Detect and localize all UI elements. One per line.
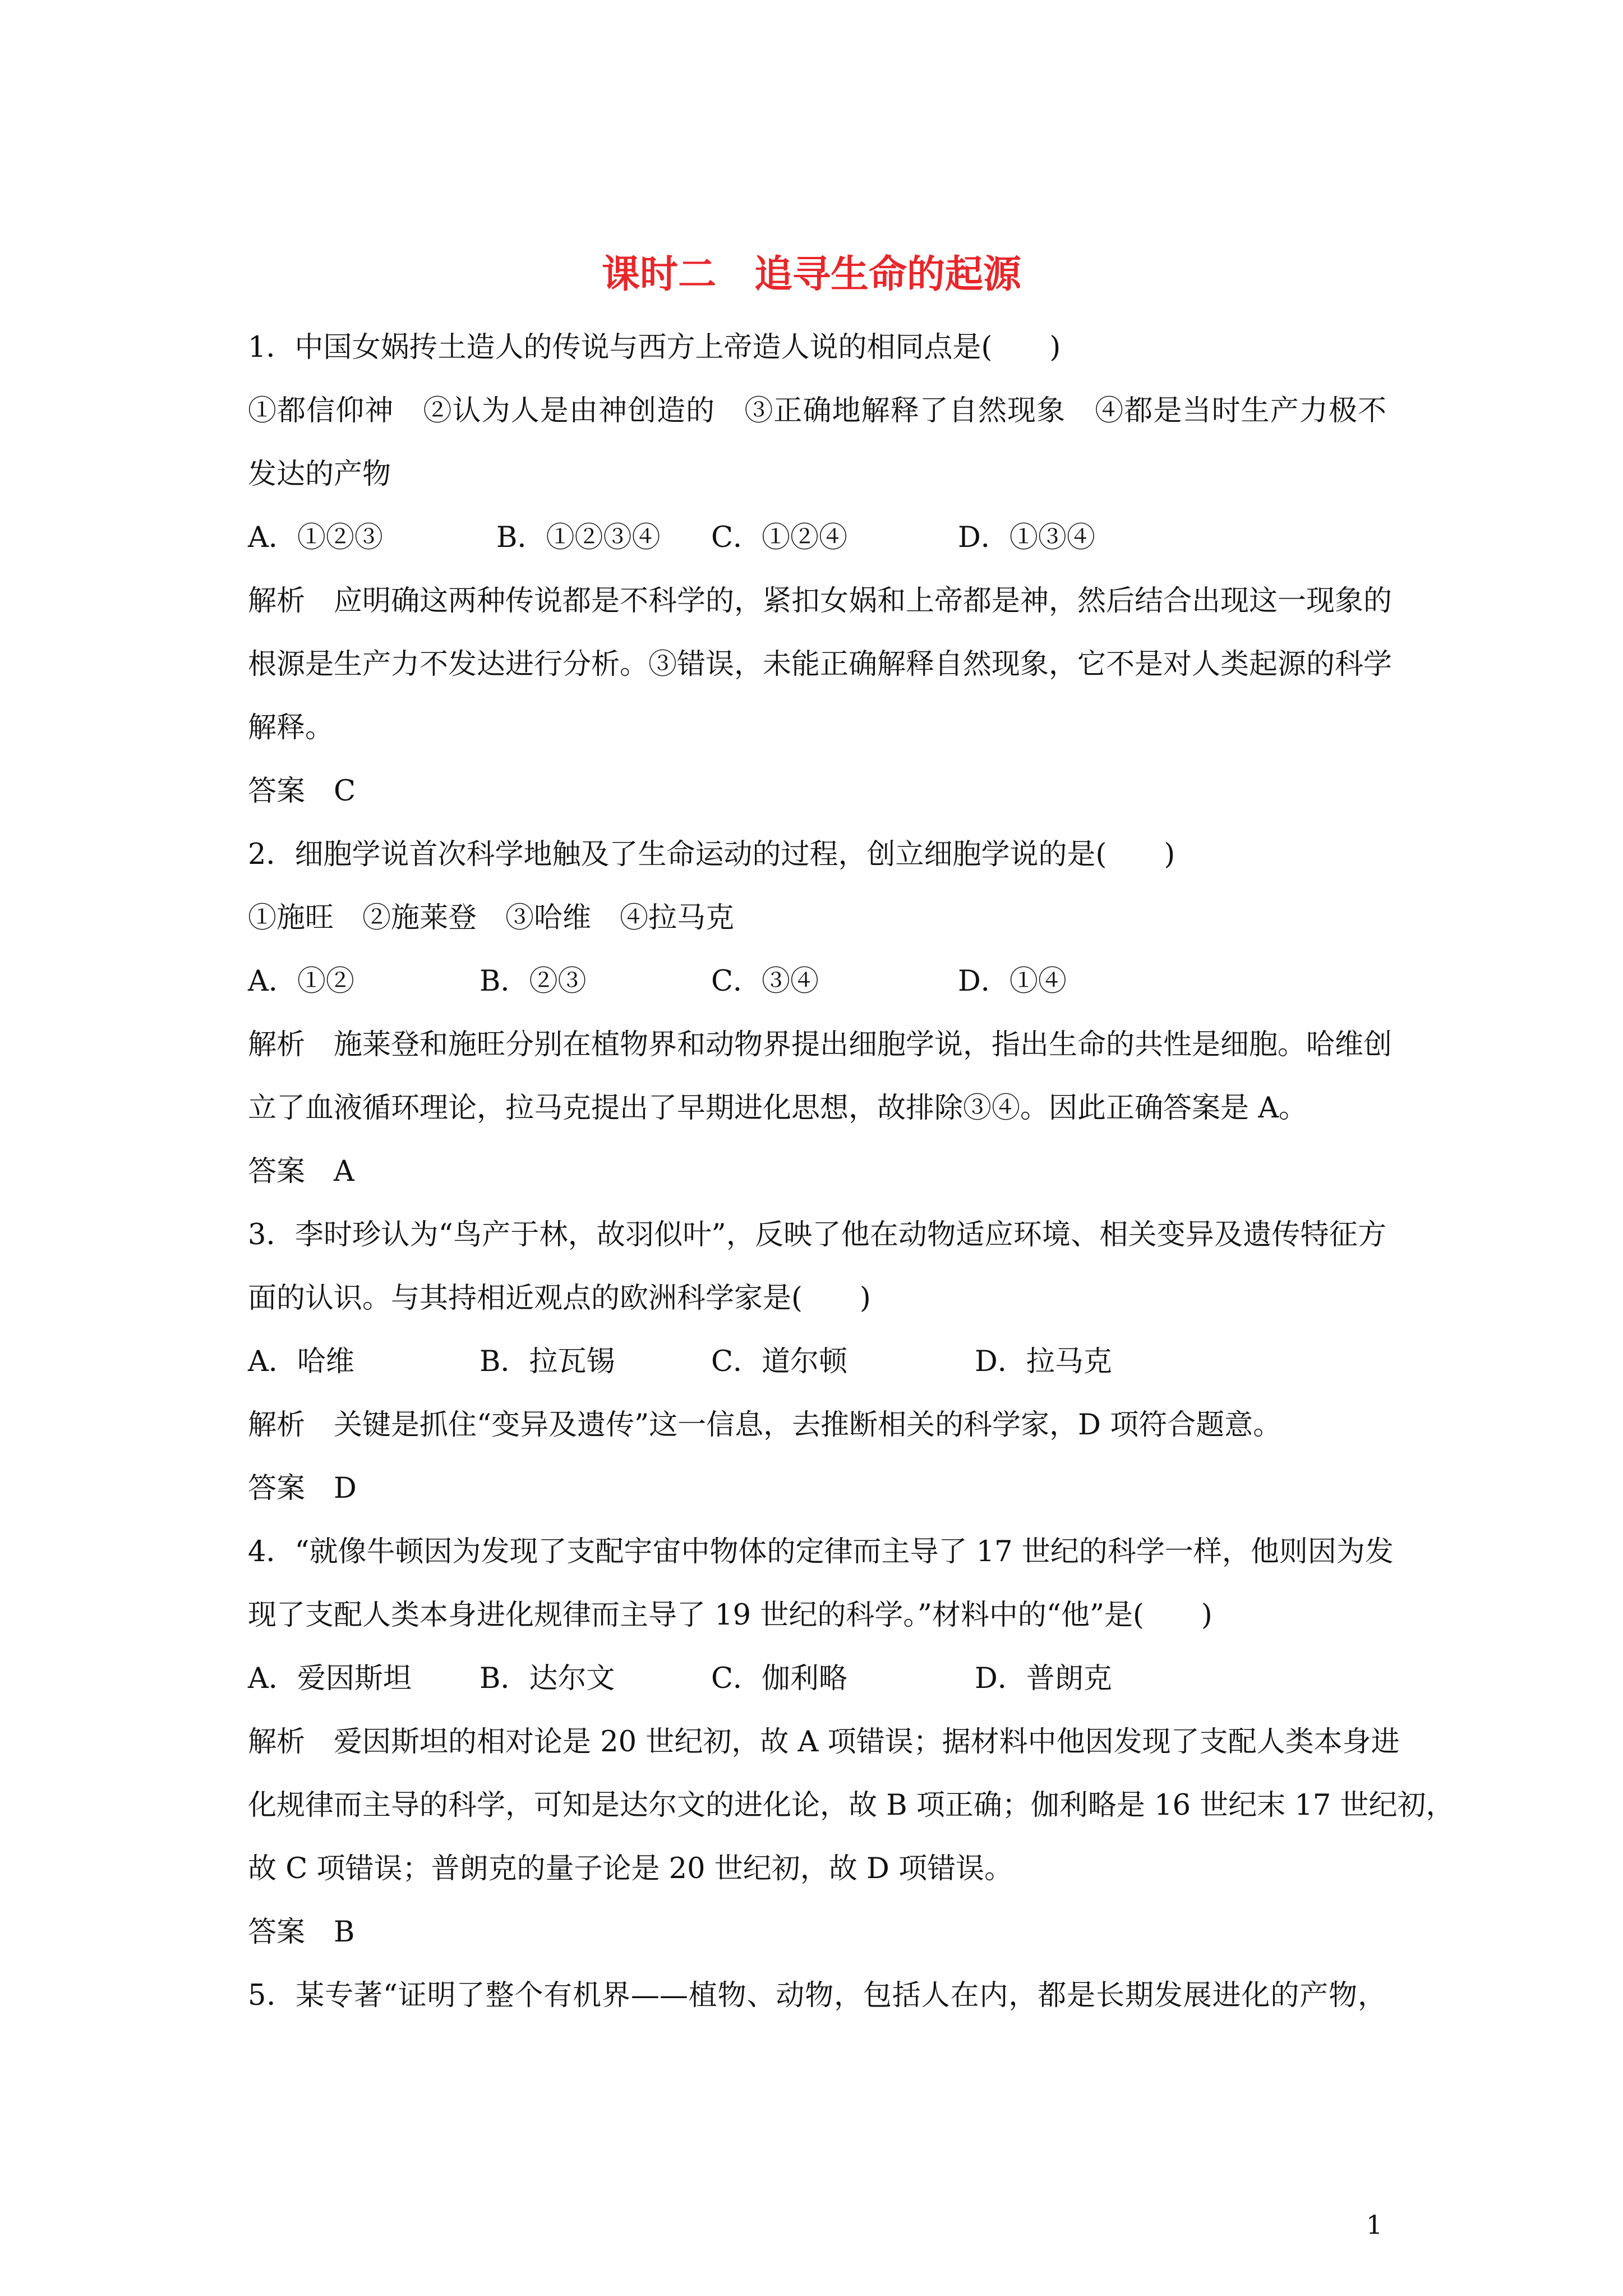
q3-option-b: B．拉瓦锡: [479, 1345, 615, 1378]
q1-option-c: C．①②④: [711, 521, 848, 554]
page-title: 课时二 追寻生命的起源: [601, 252, 1021, 297]
q4-option-c: C．伽利略: [711, 1662, 848, 1695]
q3-stem-line1: 3．李时珍认为“鸟产于林，故羽似叶”，反映了他在动物适应环境、相关变异及遗传特征方: [248, 1218, 1386, 1251]
q3-option-c: C．道尔顿: [711, 1345, 848, 1378]
q3-stem-line2: 面的认识。与其持相近观点的欧洲科学家是( ): [248, 1282, 871, 1315]
q5-stem-line1: 5．某专著“证明了整个有机界——植物、动物，包括人在内，都是长期发展进化的产物，: [248, 1979, 1386, 2012]
q4-analysis-line1: 解析 爱因斯坦的相对论是 20 世纪初，故 A 项错误；据材料中他因发现了支配人类本身进: [248, 1726, 1400, 1759]
q4-answer: 答案 B: [248, 1916, 355, 1949]
page-number: 1: [1366, 2210, 1383, 2240]
q2-option-a: A．①②: [248, 965, 354, 998]
q2-option-c: C．③④: [711, 965, 819, 998]
q4-option-b: B．达尔文: [479, 1662, 615, 1695]
q1-option-d: D．①③④: [958, 521, 1095, 554]
q3-analysis: 解析 关键是抓住“变异及遗传”这一信息，去推断相关的科学家，D 项符合题意。: [248, 1409, 1282, 1442]
q3-option-a: A．哈维: [248, 1345, 354, 1378]
q2-option-b: B．②③: [479, 965, 587, 998]
q2-option-d: D．①④: [958, 965, 1067, 998]
q1-items-line1: ①都信仰神 ②认为人是由神创造的 ③正确地解释了自然现象 ④都是当时生产力极不: [248, 394, 1386, 427]
q4-analysis-line3: 故 C 项错误；普朗克的量子论是 20 世纪初，故 D 项错误。: [248, 1852, 1013, 1885]
q3-option-d: D．拉马克: [975, 1345, 1112, 1378]
q1-option-b: B．①②③④: [496, 521, 661, 554]
q4-stem-line1: 4．“就像牛顿因为发现了支配宇宙中物体的定律而主导了 17 世纪的科学一样，他则因为发: [248, 1535, 1394, 1568]
q1-analysis-line2: 根源是生产力不发达进行分析。③错误，未能正确解释自然现象，它不是对人类起源的科学: [248, 648, 1393, 681]
q4-stem-line2: 现了支配人类本身进化规律而主导了 19 世纪的科学。”材料中的“他”是( ): [248, 1599, 1212, 1632]
q4-option-d: D．普朗克: [975, 1662, 1112, 1695]
q1-stem: 1．中国女娲抟土造人的传说与西方上帝造人说的相同点是( ): [248, 331, 1061, 364]
q1-option-a: A．①②③: [248, 521, 383, 554]
q2-stem: 2．细胞学说首次科学地触及了生命运动的过程，创立细胞学说的是( ): [248, 838, 1175, 871]
q4-analysis-line2: 化规律而主导的科学，可知是达尔文的进化论，故 B 项正确；伽利略是 16 世纪末 17 世纪初，: [248, 1789, 1455, 1822]
q4-option-a: A．爱因斯坦: [248, 1662, 412, 1695]
q3-answer: 答案 D: [248, 1472, 357, 1505]
q1-analysis-line3: 解释。: [248, 711, 334, 744]
q2-items: ①施旺 ②施莱登 ③哈维 ④拉马克: [248, 901, 735, 935]
q1-analysis-line1: 解析 应明确这两种传说都是不科学的，紧扣女娲和上帝都是神，然后结合出现这一现象的: [248, 585, 1393, 618]
q1-items-line2: 发达的产物: [248, 458, 391, 491]
q2-analysis-line1: 解析 施莱登和施旺分别在植物界和动物界提出细胞学说，指出生命的共性是细胞。哈维创: [248, 1028, 1393, 1061]
q2-analysis-line2: 立了血液循环理论，拉马克提出了早期进化思想，故排除③④。因此正确答案是 A。: [248, 1092, 1308, 1125]
q1-answer: 答案 C: [248, 775, 356, 808]
q2-answer: 答案 A: [248, 1155, 354, 1188]
